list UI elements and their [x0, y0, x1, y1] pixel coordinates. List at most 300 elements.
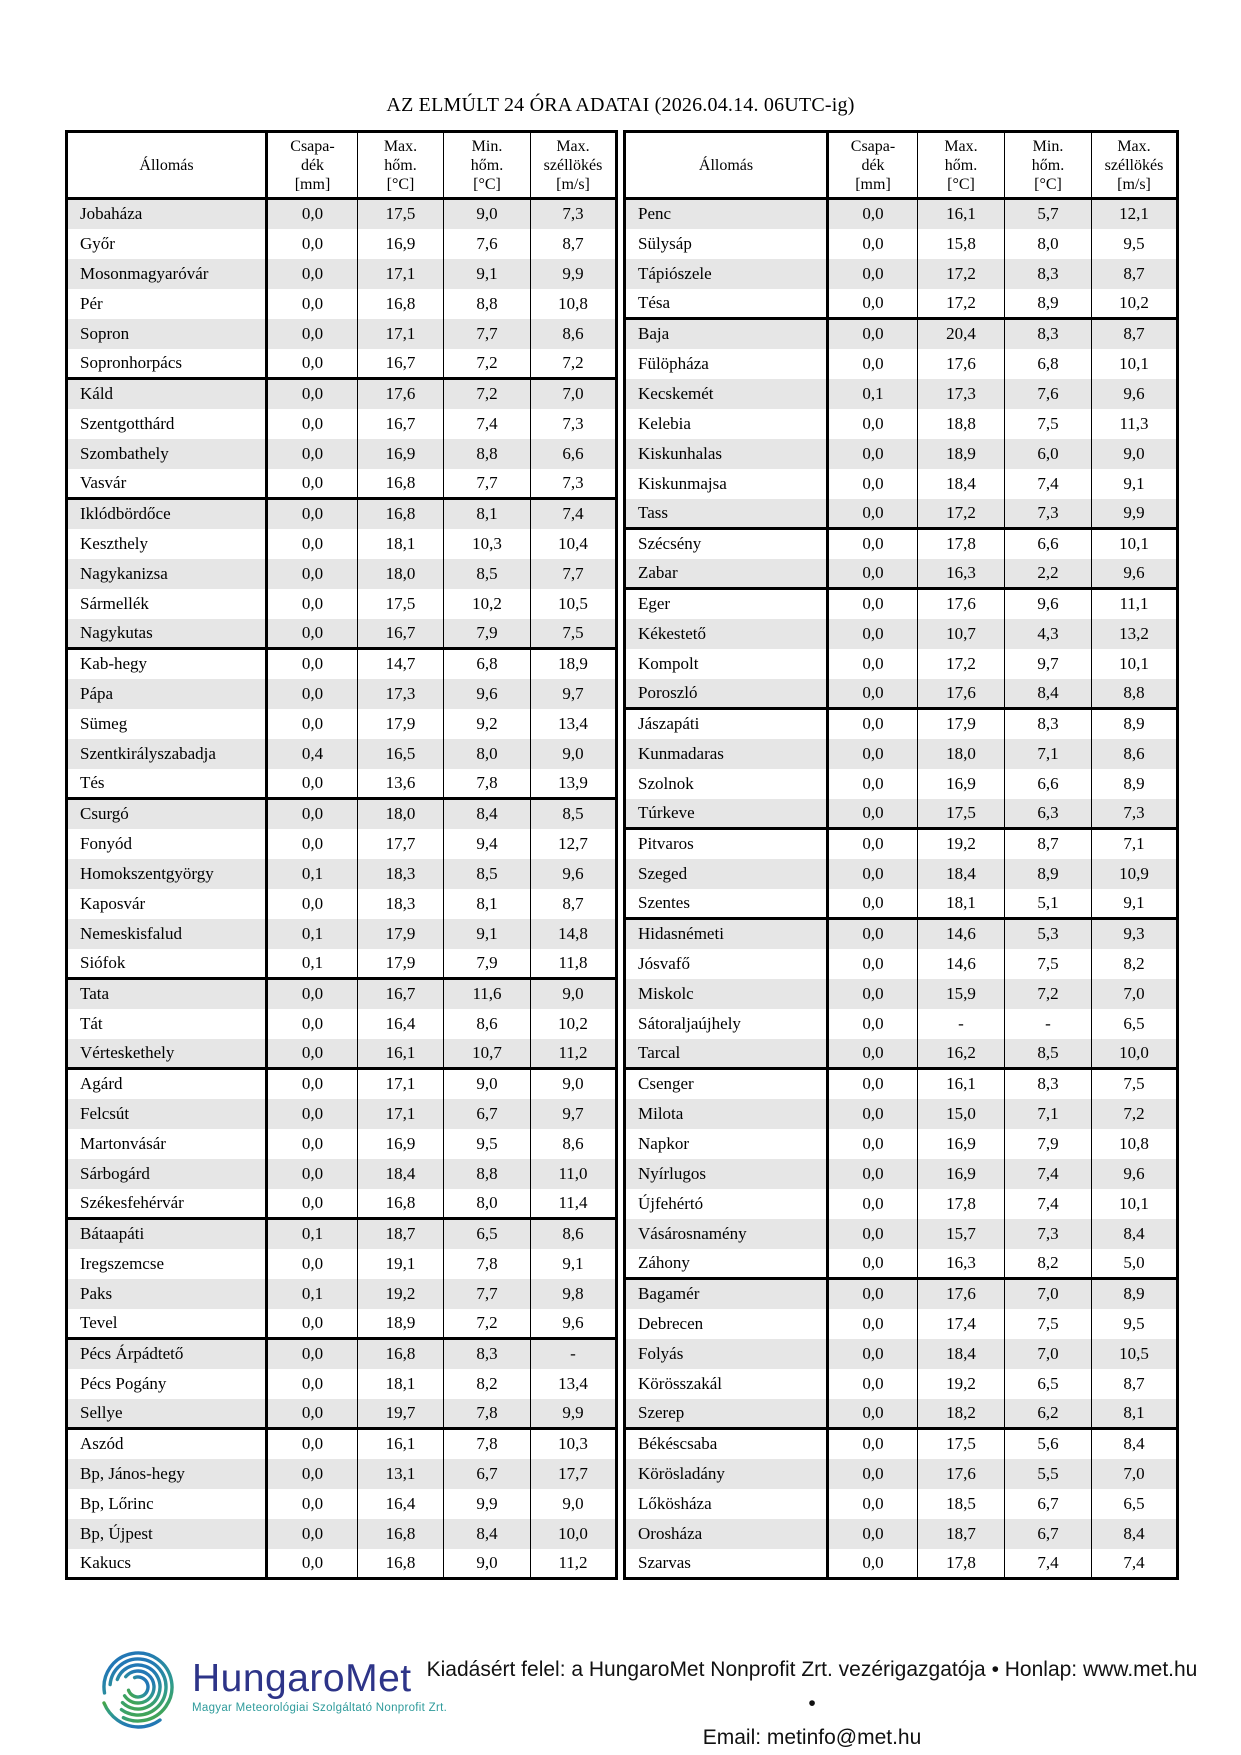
tmin-cell: 8,4 — [444, 799, 531, 829]
gust-cell: 10,4 — [531, 529, 617, 559]
station-cell: Kab-hegy — [67, 649, 267, 679]
tmax-cell: 15,9 — [918, 979, 1005, 1009]
table-row — [67, 1369, 617, 1399]
table-row — [67, 949, 617, 979]
tmax-cell: 17,5 — [358, 589, 444, 619]
tmin-cell: 8,6 — [444, 1009, 531, 1039]
tmax-cell: 17,6 — [918, 1459, 1005, 1489]
tmax-cell: 16,8 — [358, 499, 444, 529]
tmax-cell: 17,9 — [358, 709, 444, 739]
gust-cell: 9,9 — [531, 1399, 617, 1429]
gust-cell: 7,2 — [1092, 1099, 1178, 1129]
gust-cell: 9,0 — [1092, 439, 1178, 469]
precip-cell: 0,1 — [267, 1219, 358, 1249]
tmax-cell: 18,3 — [358, 889, 444, 919]
tmax-cell: 16,1 — [358, 1429, 444, 1459]
gust-cell: 8,7 — [1092, 1369, 1178, 1399]
tmin-cell: 7,5 — [1005, 1309, 1092, 1339]
gust-cell: 9,6 — [1092, 379, 1178, 409]
left-weather-table — [65, 130, 618, 1580]
tmax-cell: 16,3 — [918, 1249, 1005, 1279]
gust-cell: 8,7 — [531, 889, 617, 919]
station-cell: Zabar — [625, 559, 828, 589]
tmax-cell: 17,2 — [918, 649, 1005, 679]
station-cell: Káld — [67, 379, 267, 409]
precip-cell: 0,0 — [828, 979, 918, 1009]
station-cell: Nyírlugos — [625, 1159, 828, 1189]
tmin-cell: 7,0 — [1005, 1279, 1092, 1309]
station-cell: Sárbogárd — [67, 1159, 267, 1189]
tmin-cell: 2,2 — [1005, 559, 1092, 589]
table-row — [67, 799, 617, 829]
gust-cell: 12,1 — [1092, 199, 1178, 229]
table-row — [625, 829, 1178, 859]
gust-cell: 14,8 — [531, 919, 617, 949]
table-row — [67, 1519, 617, 1549]
gust-cell: 8,6 — [531, 1219, 617, 1249]
gust-cell: 9,3 — [1092, 919, 1178, 949]
precip-cell: 0,0 — [267, 199, 358, 229]
station-cell: Csenger — [625, 1069, 828, 1099]
gust-cell: 10,3 — [531, 1429, 617, 1459]
gust-cell: 8,9 — [1092, 769, 1178, 799]
tmin-cell: 5,1 — [1005, 889, 1092, 919]
station-cell: Bátaapáti — [67, 1219, 267, 1249]
gust-cell: 8,1 — [1092, 1399, 1178, 1429]
gust-cell: 10,5 — [531, 589, 617, 619]
station-cell: Kecskemét — [625, 379, 828, 409]
table-row — [625, 349, 1178, 379]
station-cell: Orosháza — [625, 1519, 828, 1549]
gust-cell: 11,1 — [1092, 589, 1178, 619]
tmax-cell: 16,7 — [358, 979, 444, 1009]
table-row — [67, 649, 617, 679]
logo-text-column — [192, 1643, 447, 1714]
tmin-cell: 8,8 — [444, 1159, 531, 1189]
gust-cell: 10,8 — [531, 289, 617, 319]
table-row — [67, 1009, 617, 1039]
tmax-cell: 17,6 — [358, 379, 444, 409]
precip-cell: 0,0 — [828, 619, 918, 649]
tmax-cell: 15,7 — [918, 1219, 1005, 1249]
tmin-cell: 7,2 — [444, 1309, 531, 1339]
precip-cell: 0,0 — [828, 1219, 918, 1249]
station-cell: Békéscsaba — [625, 1429, 828, 1459]
station-cell: Bp, Újpest — [67, 1519, 267, 1549]
gust-cell: 8,9 — [1092, 1279, 1178, 1309]
tmin-cell: 7,7 — [444, 1279, 531, 1309]
station-cell: Körösladány — [625, 1459, 828, 1489]
tmin-cell: 11,6 — [444, 979, 531, 1009]
tmax-cell: 15,8 — [918, 229, 1005, 259]
station-cell: Sellye — [67, 1399, 267, 1429]
precip-cell: 0,0 — [267, 979, 358, 1009]
tmin-cell: 7,9 — [1005, 1129, 1092, 1159]
table-row — [67, 409, 617, 439]
tmin-cell: 6,8 — [444, 649, 531, 679]
precip-cell: 0,0 — [828, 1429, 918, 1459]
tmin-cell: 10,7 — [444, 1039, 531, 1069]
station-cell: Baja — [625, 319, 828, 349]
precip-cell: 0,0 — [267, 709, 358, 739]
tmax-cell: 16,8 — [358, 469, 444, 499]
tmin-cell: 4,3 — [1005, 619, 1092, 649]
table-row — [67, 499, 617, 529]
table-row — [625, 919, 1178, 949]
gust-cell: 7,7 — [531, 559, 617, 589]
station-cell: Kiskunhalas — [625, 439, 828, 469]
station-cell: Kakucs — [67, 1549, 267, 1579]
precip-cell: 0,0 — [267, 409, 358, 439]
tmin-cell: 7,9 — [444, 949, 531, 979]
table-row — [67, 1459, 617, 1489]
station-cell: Hidasnémeti — [625, 919, 828, 949]
gust-cell: 8,8 — [1092, 679, 1178, 709]
col-header-gust: Max. széllökés [m/s] — [531, 132, 617, 199]
table-row — [67, 1129, 617, 1159]
footer-line1: Kiadásért felel: a HungaroMet Nonprofit Zrt. vezérigazgatója • Honlap: www.met.hu • — [426, 1658, 1198, 1715]
precip-cell: 0,0 — [828, 1129, 918, 1159]
precip-cell: 0,0 — [828, 289, 918, 319]
gust-cell: 13,4 — [531, 709, 617, 739]
col-header-gust: Max. széllökés [m/s] — [1092, 132, 1178, 199]
gust-cell: 7,1 — [1092, 829, 1178, 859]
tmax-cell: 16,1 — [918, 199, 1005, 229]
precip-cell: 0,0 — [267, 889, 358, 919]
station-cell: Bp, János-hegy — [67, 1459, 267, 1489]
gust-cell: 8,4 — [1092, 1519, 1178, 1549]
precip-cell: 0,0 — [828, 1039, 918, 1069]
tmin-cell: 7,8 — [444, 769, 531, 799]
tmax-cell: 17,8 — [918, 529, 1005, 559]
table-row — [625, 1399, 1178, 1429]
tmax-cell: 16,8 — [358, 1189, 444, 1219]
gust-cell: 8,4 — [1092, 1429, 1178, 1459]
gust-cell: 9,7 — [531, 679, 617, 709]
precip-cell: 0,0 — [267, 679, 358, 709]
station-cell: Bp, Lőrinc — [67, 1489, 267, 1519]
table-row — [625, 1459, 1178, 1489]
precip-cell: 0,0 — [828, 1549, 918, 1579]
station-cell: Debrecen — [625, 1309, 828, 1339]
precip-cell: 0,0 — [267, 1009, 358, 1039]
gust-cell: 8,7 — [1092, 259, 1178, 289]
tmin-cell: 6,7 — [1005, 1489, 1092, 1519]
table-row — [67, 859, 617, 889]
tmin-cell: 8,2 — [444, 1369, 531, 1399]
table-row — [625, 949, 1178, 979]
gust-cell: 8,6 — [531, 319, 617, 349]
gust-cell: 7,0 — [1092, 979, 1178, 1009]
precip-cell: 0,0 — [828, 259, 918, 289]
hungaromet-logo — [92, 1643, 447, 1739]
precip-cell: 0,0 — [828, 679, 918, 709]
table-row — [625, 319, 1178, 349]
tmin-cell: 7,6 — [444, 229, 531, 259]
tmin-cell: 9,6 — [1005, 589, 1092, 619]
tmax-cell: 18,5 — [918, 1489, 1005, 1519]
tmin-cell: 7,4 — [1005, 1549, 1092, 1579]
gust-cell: 7,4 — [531, 499, 617, 529]
table-row — [625, 1069, 1178, 1099]
table-row — [625, 289, 1178, 319]
gust-cell: 8,7 — [531, 229, 617, 259]
table-row — [625, 499, 1178, 529]
table-row — [625, 649, 1178, 679]
tmax-cell: 18,1 — [358, 529, 444, 559]
precip-cell: 0,0 — [267, 559, 358, 589]
station-cell: Tevel — [67, 1309, 267, 1339]
station-cell: Tát — [67, 1009, 267, 1039]
table-row — [67, 619, 617, 649]
gust-cell: 11,4 — [531, 1189, 617, 1219]
tmax-cell: 17,8 — [918, 1189, 1005, 1219]
tmax-cell: 14,7 — [358, 649, 444, 679]
gust-cell: 12,7 — [531, 829, 617, 859]
precip-cell: 0,0 — [267, 1249, 358, 1279]
tmin-cell: 8,3 — [1005, 259, 1092, 289]
station-cell: Pér — [67, 289, 267, 319]
tmax-cell: 17,5 — [358, 199, 444, 229]
precip-cell: 0,0 — [267, 1369, 358, 1399]
table-row — [67, 349, 617, 379]
tmax-cell: 17,8 — [918, 1549, 1005, 1579]
station-cell: Sülysáp — [625, 229, 828, 259]
tmax-cell: 16,8 — [358, 1519, 444, 1549]
tmax-cell: 14,6 — [918, 919, 1005, 949]
station-cell: Újfehértó — [625, 1189, 828, 1219]
table-row — [625, 619, 1178, 649]
table-row — [67, 829, 617, 859]
precip-cell: 0,0 — [267, 1489, 358, 1519]
precip-cell: 0,0 — [828, 1399, 918, 1429]
gust-cell: 11,2 — [531, 1039, 617, 1069]
precip-cell: 0,0 — [828, 1489, 918, 1519]
tmin-cell: 7,6 — [1005, 379, 1092, 409]
table-row — [67, 469, 617, 499]
table-row — [625, 1429, 1178, 1459]
tmax-cell: 16,2 — [918, 1039, 1005, 1069]
tmin-cell: 8,5 — [444, 559, 531, 589]
gust-cell: 9,8 — [531, 1279, 617, 1309]
col-header-tmin: Min. hőm. [°C] — [444, 132, 531, 199]
precip-cell: 0,0 — [267, 289, 358, 319]
tmax-cell: 19,1 — [358, 1249, 444, 1279]
station-cell: Kelebia — [625, 409, 828, 439]
station-cell: Sopron — [67, 319, 267, 349]
gust-cell: 10,1 — [1092, 529, 1178, 559]
precip-cell: 0,0 — [828, 829, 918, 859]
tmin-cell: 6,3 — [1005, 799, 1092, 829]
logo-wordmark: HungaroMet — [192, 1657, 412, 1700]
gust-cell: 9,0 — [531, 739, 617, 769]
table-row — [67, 1189, 617, 1219]
station-cell: Jászapáti — [625, 709, 828, 739]
precip-cell: 0,0 — [828, 589, 918, 619]
gust-cell: 13,2 — [1092, 619, 1178, 649]
station-cell: Körösszakál — [625, 1369, 828, 1399]
table-row — [67, 1069, 617, 1099]
precip-cell: 0,0 — [267, 1159, 358, 1189]
tmin-cell: 8,3 — [444, 1339, 531, 1369]
gust-cell: 6,5 — [1092, 1009, 1178, 1039]
table-row — [625, 679, 1178, 709]
gust-cell: 7,0 — [1092, 1459, 1178, 1489]
tmin-cell: 7,1 — [1005, 1099, 1092, 1129]
precip-cell: 0,0 — [267, 649, 358, 679]
tmax-cell: 18,0 — [358, 559, 444, 589]
station-cell: Sümeg — [67, 709, 267, 739]
tmin-cell: 6,7 — [444, 1099, 531, 1129]
tmin-cell: 9,4 — [444, 829, 531, 859]
tmin-cell: 7,4 — [1005, 469, 1092, 499]
col-header-station: Állomás — [625, 132, 828, 199]
tmax-cell: 17,6 — [918, 349, 1005, 379]
table-row — [625, 1339, 1178, 1369]
table-row — [625, 529, 1178, 559]
precip-cell: 0,0 — [828, 559, 918, 589]
table-row — [625, 979, 1178, 1009]
table-row — [67, 709, 617, 739]
table-row — [625, 559, 1178, 589]
table-row — [67, 559, 617, 589]
tmin-cell: 6,0 — [1005, 439, 1092, 469]
tmax-cell: 16,9 — [358, 1129, 444, 1159]
tmax-cell: 16,9 — [918, 769, 1005, 799]
tmax-cell: 18,4 — [918, 469, 1005, 499]
tmin-cell: 9,0 — [444, 1069, 531, 1099]
tmin-cell: 7,0 — [1005, 1339, 1092, 1369]
precip-cell: 0,0 — [267, 589, 358, 619]
col-header-tmax: Max. hőm. [°C] — [918, 132, 1005, 199]
table-row — [625, 1279, 1178, 1309]
station-cell: Kunmadaras — [625, 739, 828, 769]
tmin-cell: 9,1 — [444, 259, 531, 289]
tmin-cell: 8,4 — [1005, 679, 1092, 709]
tmin-cell: 5,5 — [1005, 1459, 1092, 1489]
gust-cell: 9,7 — [531, 1099, 617, 1129]
tmax-cell: 16,7 — [358, 619, 444, 649]
tmin-cell: 8,1 — [444, 499, 531, 529]
tmin-cell: 9,0 — [444, 199, 531, 229]
table-row — [67, 1159, 617, 1189]
station-cell: Záhony — [625, 1249, 828, 1279]
gust-cell: 10,2 — [1092, 289, 1178, 319]
gust-cell: 9,9 — [1092, 499, 1178, 529]
table-row — [67, 529, 617, 559]
precip-cell: 0,0 — [267, 769, 358, 799]
precip-cell: 0,1 — [267, 1279, 358, 1309]
precip-cell: 0,0 — [828, 229, 918, 259]
tmin-cell: 7,8 — [444, 1399, 531, 1429]
tmax-cell: 18,7 — [358, 1219, 444, 1249]
tmin-cell: 8,3 — [1005, 1069, 1092, 1099]
precip-cell: 0,0 — [828, 769, 918, 799]
precip-cell: 0,0 — [828, 319, 918, 349]
table-row — [67, 919, 617, 949]
precip-cell: 0,0 — [267, 529, 358, 559]
precip-cell: 0,0 — [828, 1009, 918, 1039]
precip-cell: 0,0 — [828, 499, 918, 529]
table-row — [67, 289, 617, 319]
gust-cell: 6,6 — [531, 439, 617, 469]
gust-cell: 8,6 — [531, 1129, 617, 1159]
tmax-cell: 16,8 — [358, 1339, 444, 1369]
table-row — [67, 1549, 617, 1579]
tmin-cell: 9,9 — [444, 1489, 531, 1519]
precip-cell: 0,0 — [267, 1189, 358, 1219]
precip-cell: 0,0 — [828, 1069, 918, 1099]
precip-cell: 0,0 — [828, 349, 918, 379]
gust-cell: 10,1 — [1092, 1189, 1178, 1219]
station-cell: Tata — [67, 979, 267, 1009]
precip-cell: 0,0 — [828, 859, 918, 889]
tmin-cell: 9,6 — [444, 679, 531, 709]
tmin-cell: 5,3 — [1005, 919, 1092, 949]
precip-cell: 0,0 — [828, 709, 918, 739]
gust-cell: 7,2 — [531, 349, 617, 379]
tmin-cell: 8,3 — [1005, 709, 1092, 739]
tmax-cell: 16,1 — [358, 1039, 444, 1069]
tmax-cell: 16,9 — [918, 1129, 1005, 1159]
tmax-cell: - — [918, 1009, 1005, 1039]
gust-cell: 10,2 — [531, 1009, 617, 1039]
tmin-cell: 7,5 — [1005, 949, 1092, 979]
precip-cell: 0,1 — [267, 919, 358, 949]
tmax-cell: 17,2 — [918, 289, 1005, 319]
precip-cell: 0,0 — [828, 889, 918, 919]
gust-cell: 9,0 — [531, 979, 617, 1009]
table-row — [67, 739, 617, 769]
tmax-cell: 17,9 — [918, 709, 1005, 739]
station-cell: Bagamér — [625, 1279, 828, 1309]
tmax-cell: 17,1 — [358, 319, 444, 349]
tmin-cell: 7,4 — [1005, 1189, 1092, 1219]
gust-cell: 9,0 — [531, 1489, 617, 1519]
tmax-cell: 15,0 — [918, 1099, 1005, 1129]
tmax-cell: 17,2 — [918, 259, 1005, 289]
gust-cell: 10,9 — [1092, 859, 1178, 889]
tmax-cell: 14,6 — [918, 949, 1005, 979]
station-cell: Jósvafő — [625, 949, 828, 979]
station-cell: Pitvaros — [625, 829, 828, 859]
station-cell: Tés — [67, 769, 267, 799]
tmax-cell: 18,7 — [918, 1519, 1005, 1549]
station-cell: Mosonmagyaróvár — [67, 259, 267, 289]
gust-cell: 9,6 — [531, 1309, 617, 1339]
tmin-cell: 8,7 — [1005, 829, 1092, 859]
col-header-tmax: Max. hőm. [°C] — [358, 132, 444, 199]
precip-cell: 0,0 — [267, 829, 358, 859]
station-cell: Sátoraljaújhely — [625, 1009, 828, 1039]
precip-cell: 0,0 — [828, 1189, 918, 1219]
table-row — [625, 709, 1178, 739]
gust-cell: 10,0 — [531, 1519, 617, 1549]
station-cell: Szerep — [625, 1399, 828, 1429]
station-cell: Napkor — [625, 1129, 828, 1159]
table-row — [67, 439, 617, 469]
table-row — [67, 1099, 617, 1129]
gust-cell: 9,1 — [1092, 469, 1178, 499]
station-cell: Eger — [625, 589, 828, 619]
tmin-cell: 5,7 — [1005, 199, 1092, 229]
tmin-cell: 8,1 — [444, 889, 531, 919]
precip-cell: 0,0 — [828, 529, 918, 559]
gust-cell: 9,1 — [1092, 889, 1178, 919]
table-row — [67, 319, 617, 349]
tmin-cell: 8,3 — [1005, 319, 1092, 349]
station-cell: Iregszemcse — [67, 1249, 267, 1279]
